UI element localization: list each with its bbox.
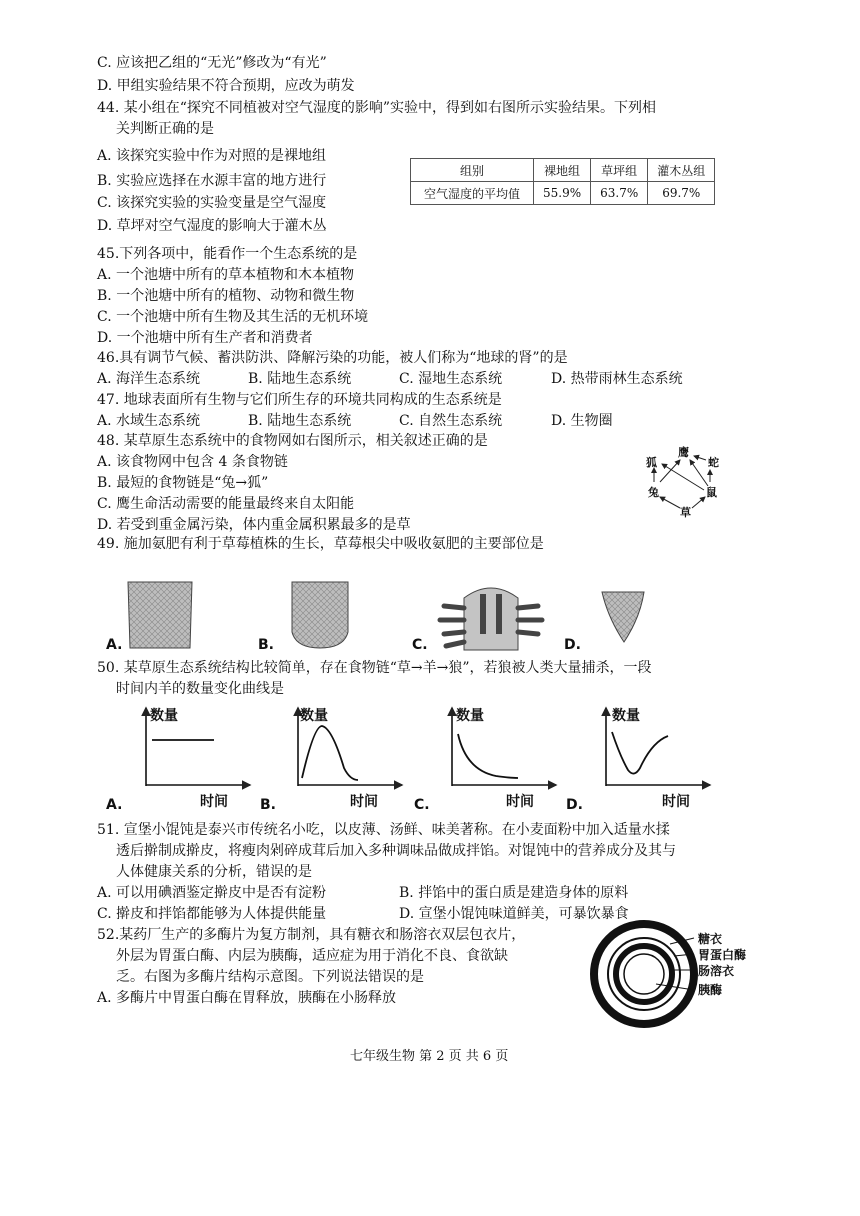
q48-option-c: C. 鹰生命活动需要的能量最终来自太阳能 bbox=[97, 496, 355, 512]
q44-stem-1: 44. 某小组在“探究不同植被对空气湿度的影响”实验中，得到如右图所示实验结果。下列相 bbox=[97, 100, 657, 116]
q48-option-a: A. 该食物网中包含 4 条食物链 bbox=[97, 454, 288, 470]
graph-d-option-label: D. bbox=[566, 797, 583, 813]
q45-stem: 45.下列各项中，能看作一个生态系统的是 bbox=[97, 246, 358, 262]
q51-stem-3: 人体健康关系的分析，错误的是 bbox=[116, 864, 312, 880]
graph-a-ylabel: 数量 bbox=[150, 708, 178, 724]
q51-stem-1: 51. 宣堡小馄饨是泰兴市传统名小吃，以皮薄、汤鲜、味美著称。在小麦面粉中加入适量水揉 bbox=[97, 822, 670, 838]
q45-option-d: D. 一个池塘中所有生产者和消费者 bbox=[97, 330, 313, 346]
table-cell: 63.7% bbox=[591, 182, 648, 205]
food-web-node-fox: 狐 bbox=[646, 456, 657, 469]
q52-stem-3: 乏。右图为多酶片结构示意图。下列说法错误的是 bbox=[116, 969, 424, 985]
q46-stem: 46.具有调节气候、蓄洪防洪、降解污染的功能，被人们称为“地球的肾”的是 bbox=[97, 350, 568, 366]
table-row-label: 空气湿度的平均值 bbox=[411, 182, 534, 205]
tablet-rings bbox=[590, 920, 790, 1030]
food-web-node-mouse: 鼠 bbox=[706, 486, 717, 499]
graph-d-curve bbox=[612, 732, 668, 774]
q44-stem-2: 关判断正确的是 bbox=[116, 121, 214, 137]
tablet-layer-enteric-coating: 肠溶衣 bbox=[698, 964, 735, 978]
q47-option-b: B. 陆地生态系统 bbox=[248, 413, 352, 429]
tablet-layer-pancreatin: 胰酶 bbox=[698, 983, 723, 997]
q46-option-a: A. 海洋生态系统 bbox=[97, 371, 201, 387]
q51-stem-2: 透后擀制成擀皮，将瘦肉剁碎成茸后加入多种调味品做成拌馅。对馄饨中的营养成分及其与 bbox=[116, 843, 676, 859]
q50-stem-1: 50. 某草原生态系统结构比较简单，存在食物链“草→羊→狼”，若狼被人类大量捕杀，一段 bbox=[97, 660, 652, 676]
q45-option-a: A. 一个池塘中所有的草本植物和木本植物 bbox=[97, 267, 355, 283]
q48-option-d: D. 若受到重金属污染，体内重金属积累最多的是草 bbox=[97, 517, 411, 533]
q46-option-b: B. 陆地生态系统 bbox=[248, 371, 352, 387]
q50-stem-2: 时间内羊的数量变化曲线是 bbox=[116, 681, 284, 697]
q52-stem-1: 52.某药厂生产的多酶片为复方制剂，具有糖衣和肠溶衣双层包衣片， bbox=[97, 927, 526, 943]
graph-c-ylabel: 数量 bbox=[456, 708, 484, 724]
q44-option-b: B. 实验应选择在水源丰富的地方进行 bbox=[97, 173, 327, 189]
root-zone-d-image bbox=[600, 588, 646, 644]
tablet-layer-pepsin: 胃蛋白酶 bbox=[698, 948, 747, 962]
q44-option-d: D. 草坪对空气湿度的影响大于灌木丛 bbox=[97, 218, 327, 234]
q52-option-a: A. 多酶片中胃蛋白酶在胃释放，胰酶在小肠释放 bbox=[97, 990, 397, 1006]
q51-option-b: B. 拌馅中的蛋白质是建造身体的原料 bbox=[399, 885, 629, 901]
q52-stem-2: 外层为胃蛋白酶、内层为胰酶，适应症为用于消化不良、食欲缺 bbox=[116, 948, 508, 964]
humidity-table bbox=[410, 158, 715, 205]
food-web-diagram bbox=[640, 446, 730, 522]
q49-option-c-label: C. bbox=[412, 637, 428, 653]
graph-a-xlabel: 时间 bbox=[200, 794, 228, 810]
q46-option-d: D. 热带雨林生态系统 bbox=[551, 371, 683, 387]
q47-stem: 47. 地球表面所有生物与它们所生存的环境共同构成的生态系统是 bbox=[97, 392, 502, 408]
q47-option-d: D. 生物圈 bbox=[551, 413, 613, 429]
q46-option-c: C. 湿地生态系统 bbox=[399, 371, 503, 387]
page-footer: 七年级生物 第 2 页 共 6 页 bbox=[350, 1049, 509, 1064]
graph-c-curve bbox=[458, 734, 518, 778]
q47-option-a: A. 水域生态系统 bbox=[97, 413, 201, 429]
q43-option-d: D. 甲组实验结果不符合预期，应改为萌发 bbox=[97, 78, 355, 94]
q51-option-c: C. 擀皮和拌馅都能够为人体提供能量 bbox=[97, 906, 327, 922]
table-header-cell: 灌木丛组 bbox=[648, 159, 715, 182]
q48-option-b: B. 最短的食物链是“兔→狐” bbox=[97, 475, 269, 491]
q45-option-c: C. 一个池塘中所有生物及其生活的无机环境 bbox=[97, 309, 369, 325]
graph-b-xlabel: 时间 bbox=[350, 794, 378, 810]
q51-option-a: A. 可以用碘酒鉴定擀皮中是否有淀粉 bbox=[97, 885, 327, 901]
table-cell: 69.7% bbox=[648, 182, 715, 205]
graph-c-xlabel: 时间 bbox=[506, 794, 534, 810]
q44-option-c: C. 该探究实验的实验变量是空气湿度 bbox=[97, 195, 327, 211]
q49-option-b-label: B. bbox=[258, 637, 274, 653]
root-zone-b-image bbox=[288, 580, 352, 650]
root-zone-c-image bbox=[436, 580, 546, 650]
graph-b-ylabel: 数量 bbox=[300, 708, 328, 724]
graph-d-ylabel: 数量 bbox=[612, 708, 640, 724]
table-header-cell: 草坪组 bbox=[591, 159, 648, 182]
graph-d-xlabel: 时间 bbox=[662, 794, 690, 810]
graph-b-curve bbox=[302, 726, 358, 780]
food-web-node-rabbit: 兔 bbox=[648, 486, 659, 499]
food-web-node-eagle: 鹰 bbox=[678, 446, 689, 459]
tablet-layer-sugar-coating: 糖衣 bbox=[698, 932, 723, 946]
q44-option-a: A. 该探究实验中作为对照的是裸地组 bbox=[97, 148, 327, 164]
q48-stem: 48. 某草原生态系统中的食物网如右图所示，相关叙述正确的是 bbox=[97, 433, 488, 449]
q49-stem: 49. 施加氨肥有利于草莓植株的生长，草莓根尖中吸收氨肥的主要部位是 bbox=[97, 536, 544, 552]
q43-option-c: C. 应该把乙组的“无光”修改为“有光” bbox=[97, 55, 327, 71]
q51-option-d: D. 宣堡小馄饨味道鲜美，可暴饮暴食 bbox=[399, 906, 629, 922]
root-zone-a-image bbox=[122, 580, 198, 650]
graph-c-option-label: C. bbox=[414, 797, 430, 813]
q45-option-b: B. 一个池塘中所有的植物、动物和微生物 bbox=[97, 288, 355, 304]
table-header-cell: 组别 bbox=[411, 159, 534, 182]
table-cell: 55.9% bbox=[534, 182, 591, 205]
graph-a-option-label: A. bbox=[106, 797, 123, 813]
q47-option-c: C. 自然生态系统 bbox=[399, 413, 503, 429]
q49-option-a-label: A. bbox=[106, 637, 123, 653]
table-row bbox=[411, 182, 715, 205]
graph-b-option-label: B. bbox=[260, 797, 276, 813]
food-web-node-snake: 蛇 bbox=[708, 456, 719, 469]
table-header-row bbox=[411, 159, 715, 182]
q49-option-d-label: D. bbox=[564, 637, 581, 653]
table-header-cell: 裸地组 bbox=[534, 159, 591, 182]
food-web-node-grass: 草 bbox=[680, 506, 691, 519]
